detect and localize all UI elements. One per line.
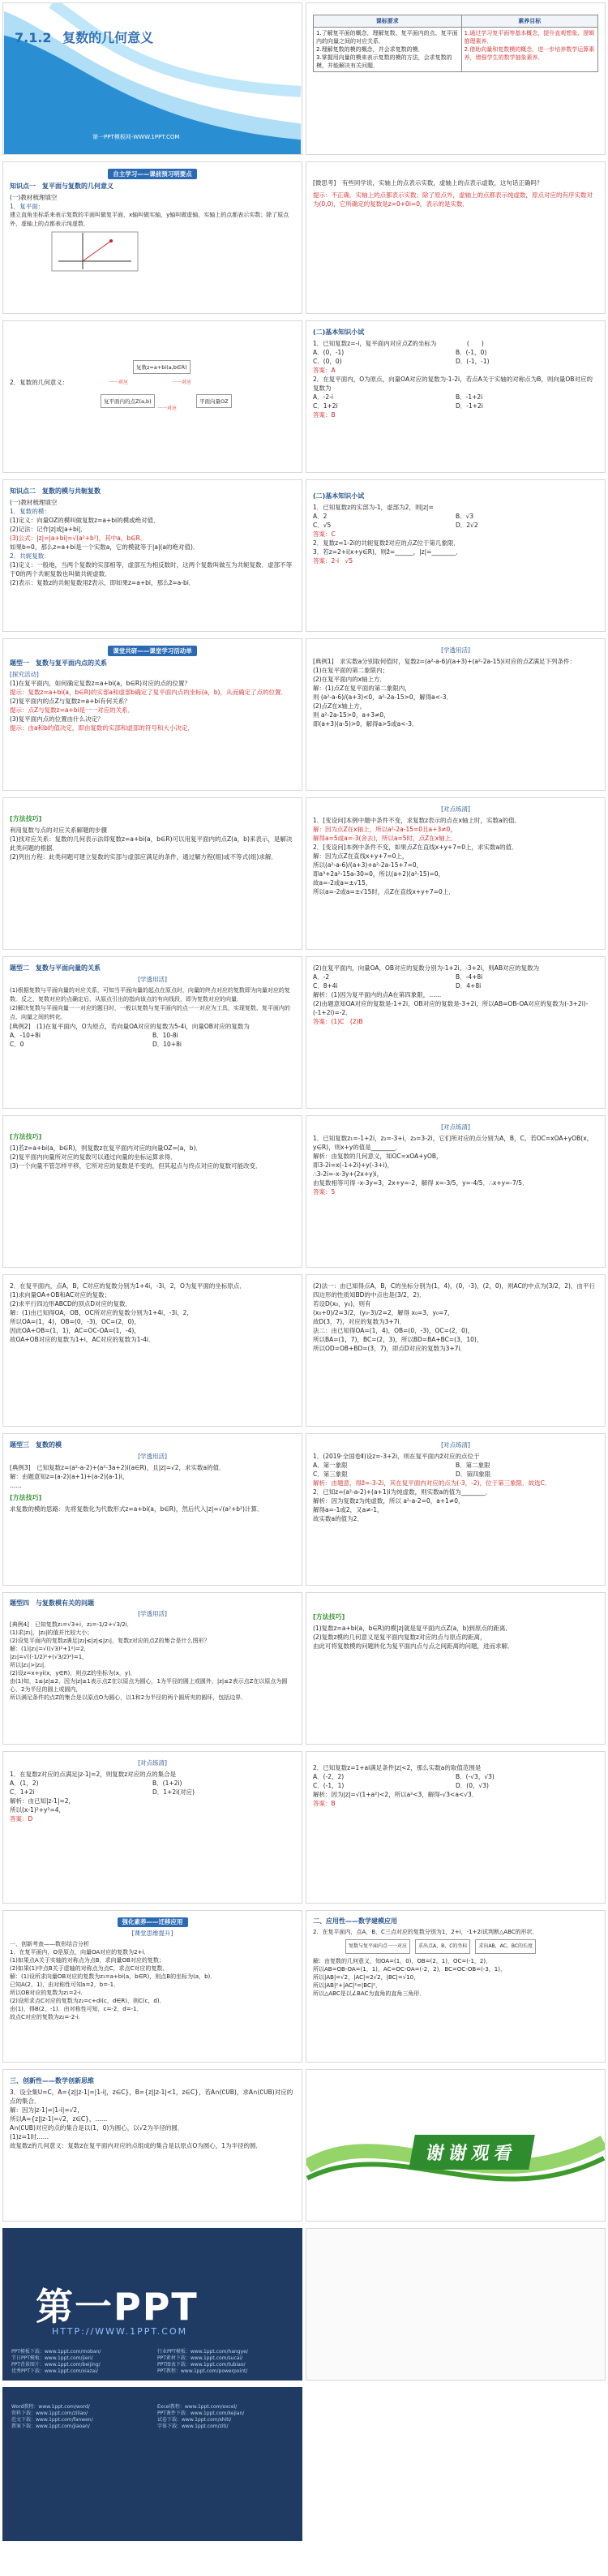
- practice-4-equation: 所以(x-1)²+y²=4，: [10, 1806, 66, 1814]
- q2-answer: 答案：B: [313, 411, 336, 419]
- link-item[interactable]: 资料下载：www.1ppt.com/ziliao/: [11, 2411, 88, 2416]
- practice-q2: 2．[变设问]本例中条件不变，如果点Z在直线x+y+7=0上，求实数a的值．: [313, 844, 518, 851]
- practice-4-analysis: 解析：由已知|z-1|=2，: [10, 1797, 75, 1805]
- type-2-title: 题型二 复数与平面向量的关系: [10, 964, 101, 972]
- diagram-label-2: 一一对应: [172, 380, 192, 385]
- method-1-solution: (2)法一：由已知得点A，B，C的坐标分别为(1，4)，(0，-3)，(2，0)，则AC的中点为(3/2，2)，由平行四边形的性质知BD的中点也是(3/2，2)．: [313, 1282, 595, 1299]
- answer-modulus: 答案：C: [313, 530, 336, 538]
- textbook-heading: (一)教材梳理填空: [10, 194, 58, 201]
- req-3: 3.掌握用向量的模来表示复数的模的方法，会求复数的模，并能解决有关问题．: [316, 54, 452, 69]
- links-column-4: [157, 2404, 244, 2430]
- example-4-question: [典例4] 已知复数z₁=√3+i，z₂=-1/2+√3/2i．: [10, 1621, 133, 1628]
- slide-links: [2, 2387, 302, 2541]
- innovation-result-2: 故点C对应的复数为z₂=-2-i．: [10, 2014, 84, 2020]
- practice-4b-analysis: 解析：因为|z|=√(1+a²)<2，所以a²<3，解得-√3<a<√3．: [313, 1791, 478, 1798]
- practice-4b-answer: 答案：B: [313, 1800, 336, 1807]
- slide-practice-4b: [306, 1751, 606, 1904]
- example-2-part-2: (2)在复平面内，向量OA，OB对应的复数分别为-1+2i，-3+2i，则AB对应的复数为: [313, 964, 540, 972]
- slide-think: [306, 161, 606, 314]
- p4b-option-d: D．(0，√3): [456, 1782, 489, 1789]
- objectives-table: [313, 15, 598, 72]
- slide-method-4: [306, 1592, 606, 1745]
- p4b-option-a: A．(-2，2): [313, 1773, 345, 1780]
- creative-question: 3．设全集U=C，A={z||z-1|=|1-i|，z∈C}，B={z||z-1|<1，z∈C}，若A∩(∁UB)，求A∩(∁UB)对应的点的集合．: [10, 2089, 293, 2105]
- example-3-solution: 解：由题意知z=(a-2)(a+1)+(a-2)(a-1)i，: [10, 1473, 129, 1480]
- explore-q1: (1)在复平面内，如何确定复数z=a+bi(a，b∈R)对应的点的位置？: [10, 680, 191, 687]
- practice-2-q1: 1．已知复数z₁=-1+2i，z₂=-3+i，z₃=3-2i，它们所对应的点分别为A，B，C，若OC=xOA+yOB(x，y∈R)，则x+y的值是________．: [313, 1135, 593, 1151]
- link-item[interactable]: Excel教程：www.1ppt.com/excel/: [157, 2404, 238, 2410]
- geometric-meaning-title: 2．复数的几何意义：: [10, 379, 69, 386]
- req-1: 1.了解复平面的概念，理解复数、复平面内的点、复平面内的向量之间的对应关系．: [316, 30, 458, 45]
- option-b: B．√3: [456, 513, 474, 520]
- example-4-setup: (2)设z=x+yi(x，y∈R)，则点Z的坐标为(x，y)．: [10, 1670, 136, 1677]
- watermark-subtitle: 第一PPT模板网-WWW.1PPT.COM: [92, 134, 180, 140]
- slide-geometric-meaning: [2, 320, 302, 473]
- p4-option-b: B．(1+2i): [152, 1780, 182, 1787]
- innovation-symmetry: 已知A(2，1)，由对称性可知a=2，b=-1．: [10, 1981, 120, 1988]
- modulus-real-case: 如果b=0，那么z=a+bi是一个实数a，它的模就等于|a|(a的绝对值)．: [10, 543, 199, 551]
- practice-2-a1: 解析：由复数的几何意义，知OC=xOA+yOB，: [313, 1153, 443, 1160]
- practice-2-title: [对点练清]: [441, 1123, 470, 1131]
- method-4-point-3: 由此可将复数模的问题转化为复平面内点与点之间距离的问题，进而求解．: [313, 1642, 514, 1650]
- method-2-solution: 法二：由已知得OA=(1，4)，OB=(0，-3)，OC=(2，0)，: [313, 1327, 474, 1334]
- ex2b-option-c: C．8+4i: [313, 982, 338, 990]
- slide-practice-2c: [306, 1274, 606, 1427]
- q2-option-d: D．-1+2i: [456, 402, 483, 410]
- practice-3-q1: 1．(2019·全国卷Ⅱ)设z=-3+2i，则在复平面内z̄对应的点位于: [313, 1453, 480, 1460]
- type-1-title: 题型一 复数与复平面内点的关系: [10, 659, 107, 667]
- slide-method-1: [2, 797, 302, 950]
- practice-title: [对点练清]: [441, 805, 470, 813]
- wave-background: [3, 3, 302, 154]
- practice-a2-conclusion: 所以a=-2或a=±√15时，点Z在直线x+y+7=0上．: [313, 888, 455, 895]
- slide-strengthen: [2, 1910, 302, 2063]
- practice-a2: 解：因为点Z在直线x+y+7=0上，: [313, 852, 409, 860]
- modeling-title: 二、应用性——数学建模应用: [313, 1917, 397, 1925]
- practice-2b-vectors: 所以OA=(1，4)，OB=(0，-3)，OC=(2，0)，: [10, 1318, 140, 1325]
- link-item[interactable]: PPT背景图片：www.1ppt.com/beijing/: [11, 2362, 101, 2368]
- diagram-label-3: 一一对应: [157, 406, 178, 411]
- ex2-option-a: A．-10+8i: [10, 1032, 41, 1039]
- creative-solution: 解：因为|z-1|=|1-i|=√2，: [10, 2106, 83, 2114]
- brand-logo: 第一PPT: [36, 2285, 199, 2329]
- think-hint: 提示：不正确．实轴上的点都表示实数；除了原点外，虚轴上的点都表示纯虚数，原点对应的有序实数对为(0,0)，它所确定的复数是z=0+0i=0，表示的是实数．: [313, 191, 593, 208]
- q1-answer: 答案：A: [313, 367, 336, 374]
- link-item[interactable]: Word教程：www.1ppt.com/word/: [11, 2404, 90, 2410]
- diagram-point: 复平面内的点Z(a,b): [101, 394, 155, 408]
- q1-option-b: B．(-1，0): [456, 349, 487, 356]
- option-d: D．2√2: [456, 522, 478, 529]
- explore-q2: (2)复平面内的点Z与复数z=a+bi有何关系？: [10, 698, 131, 705]
- ex2b-option-d: D．4+8i: [456, 982, 482, 990]
- ex2-answer: 答案：(1)C (2)B: [313, 1018, 363, 1025]
- diagram-label-1: 一一对应: [109, 380, 129, 385]
- solution-2: (2)点Z在x轴上方，: [313, 702, 366, 710]
- slide-example-2-cont: [306, 956, 606, 1109]
- method-1-equations: (x₀+0)/2=3/2，(y₀-3)/2=2，解得 x₀=3，y₀=7，: [313, 1309, 454, 1316]
- knowledge-point-1: 知识点一 复平面与复数的几何意义: [10, 182, 113, 190]
- practice-2b-sum: 因此OA+OB=(1，1)，AC=OC-OA=(1，-4)，: [10, 1327, 140, 1334]
- section-number: 7.1.2: [15, 30, 52, 45]
- practice-a1-result: 解得a=5或a=-3(舍去)，所以a=5时，点Z在x轴上．: [313, 835, 457, 842]
- q2-option-c: C．1+2i: [313, 402, 338, 410]
- q1-option-c: C．(0，0): [313, 358, 342, 365]
- method-2-vectors: 所以BA=(1，7)，BC=(2，3)，所以BD=BA+BC=(3，10)，: [313, 1336, 483, 1343]
- table-header-req: 课标要求: [314, 15, 462, 28]
- example-1-part-2: (2)在复平面内的x轴上方．: [313, 676, 387, 683]
- type-2-point-2: (2)解决复数与平面向量一一对应的题目时，一般以复数与复平面内的点一一对应为工具，实现复数、复平面内的点、向量之间的转化．: [10, 1005, 290, 1020]
- option-c: C．√5: [313, 522, 332, 529]
- type-3-title: 题型三 复数的模: [10, 1441, 62, 1449]
- link-item[interactable]: 教案下载：www.1ppt.com/jiaoan/: [11, 2424, 90, 2429]
- method-4-point-2: (2)复数z模的几何意义是复平面内复数z对应的点与原点的距离，: [313, 1634, 486, 1641]
- slide-practice-2b: [2, 1274, 302, 1427]
- innovation-part-1: (1)如果点A关于实轴的对称点为点B，求向量OB对应的复数；: [10, 1957, 165, 1964]
- class-thinking-tag: [课堂思维提升]: [131, 1930, 173, 1937]
- slide-complex-plane: [2, 161, 302, 314]
- ex2-analysis-1: 解析：(1)因为复平面内的点A在第四象限，……: [313, 991, 442, 998]
- modeling-flow: [345, 1939, 598, 1954]
- quick-test-title-2: (二)基本知识小试: [313, 492, 365, 500]
- solution-2-result: 即(a+3)(a-5)>0，解得a>5或a<-3．: [313, 720, 418, 728]
- slide-creative: [2, 2069, 302, 2222]
- slide-practice-3: [306, 1433, 606, 1586]
- solution-2-inequality: 则 a²-2a-15>0，a+3≠0，: [313, 711, 390, 719]
- think-question: [微思考] 有些同学说，实轴上的点表示实数，虚轴上的点表示虚数，这句话正确吗？: [313, 179, 543, 187]
- slide-branding: [2, 2228, 302, 2381]
- modeling-pythagoras: 所以|AB|²+|AC|²=|BC|²，: [313, 1982, 382, 1989]
- ex2-option-d: D．10+8i: [152, 1041, 182, 1048]
- question-fill: 3．若z=2+i(x+y∈R)，则z̄=______，|z|=________．: [313, 548, 462, 556]
- ex2-analysis-2: (2)由题意知OA对应的复数是-1+2i，OB对应的复数是-3+2i，所以AB=OB-OA对应的复数为(-3+2i)-(-1+2i)=-2．: [313, 1000, 589, 1016]
- practice-q1: 1．[变设问]本例中题中条件不变，求复数z表示的点在x轴上时，实数a的值．: [313, 817, 521, 824]
- example-4-conclusion: 所以满足条件的点Z的集合是以原点O为圆心，以1和2为半径的两个圆所夹的圆环，包括边界．: [10, 1694, 247, 1701]
- practice-2-step-2: ∴3-2i=-x-3y+(2x+y)i，: [313, 1170, 383, 1178]
- method-3-text: 求复数的模的思路：先将复数化为代数形式z=a+bi(a，b∈R)，然后代入|z|=√(a²+b²)计算．: [10, 1505, 263, 1513]
- correspondence-diagram: [101, 360, 238, 417]
- explore-hint-3: 提示：由a和b的值决定，即由复数的实部和虚部的符号和大小决定．: [10, 724, 194, 732]
- practice-2b-part-1: (1)求向量OA+OB和AC对应的复数；: [10, 1291, 111, 1299]
- explore-hint-2: 提示：点Z与复数z=a+bi是一一对应的关系．: [10, 706, 135, 714]
- example-3-steps: ……: [10, 1482, 22, 1489]
- creative-set-a: 所以A={z||z-1|=√2，z∈C}，……: [10, 2115, 108, 2123]
- creative-intersection: A∩(∁UB)对应的点的集合是以(1，0)为圆心，以√2为半径的圆．: [10, 2124, 184, 2132]
- q1-option-a: A．(0，-1): [313, 349, 345, 356]
- modeling-question: 2．在复平面内，点A，B，C三点对应的复数分别为1，2+i，-1+2i试判断△ABC的形状．: [313, 1929, 538, 1935]
- practice-a2-step-1: 所以(a²-a-6)/(a+3)+a²-2a-15+7=0，: [313, 861, 423, 869]
- slide-type-4: [2, 1592, 302, 1745]
- link-item[interactable]: 优秀PPT下载：www.1ppt.com/xiazai/: [11, 2368, 98, 2374]
- q2-option-b: B．-1+2i: [456, 393, 483, 401]
- innovation-symmetry-2: 由(1)，得B(2，-1)．由对称性可知，c=-2，d=-1．: [10, 2006, 143, 2012]
- slide-type-1: [2, 638, 302, 791]
- example-1-question: [典例1] 求实数a分别取何值时，复数z=(a²-a-6)/(a+3)+(a²-2a-15)i对应的点Z满足下列条件：: [313, 658, 576, 665]
- type-2-point-1: (1)根据复数与平面向量的对应关系，可知当平面向量的起点在原点时，向量的终点对应的复数即为向量对应的复数．反之，复数对应的点确定后，从原点引出的指向该点的有向线段，即为复数对应的向量．: [10, 987, 290, 1002]
- solution-1: 解：(1)点Z在复平面的第二象限内，: [313, 685, 411, 692]
- p4-option-d: D．1+2i(对应): [152, 1788, 195, 1796]
- practice-3-a2-result: 故实数a的值为2．: [313, 1515, 363, 1522]
- slide-practice-1: [306, 797, 606, 950]
- link-item[interactable]: PPT课件下载：www.1ppt.com/kejian/: [157, 2411, 245, 2416]
- ex2b-option-b: B．-4+8i: [456, 973, 483, 981]
- example-4-part-1: (1)求|z₁|，|z₂|的值并比较大小；: [10, 1629, 93, 1636]
- modulus-definition: (1)定义：向量OZ的模叫做复数z=a+bi的模或绝对值．: [10, 517, 160, 524]
- example-tag: [学透用活]: [441, 646, 470, 654]
- modeling-solution: 解：由复数的几何意义，知OA=(1，0)，OB=(2，1)，OC=(-1，2)，: [313, 1958, 492, 1964]
- p4b-option-b: B．(-√3，√3): [456, 1773, 495, 1780]
- flow-step-3: 求出AB，AC，BC的长度: [475, 1939, 536, 1954]
- flow-step-2: 求出点A，B，C的坐标: [415, 1939, 470, 1954]
- p3-option-d: D．第四象限: [456, 1470, 491, 1478]
- conjugate-definition: (1)定义：一般地，当两个复数的实部相等，虚部互为相反数时，这两个复数叫做互为共轭复数．虚部不等于0的两个共轭复数也叫做共轭虚数．: [10, 561, 293, 577]
- conjugate-heading: 2．共轭复数：: [10, 552, 50, 560]
- q1-option-d: D．(-1，-1): [456, 358, 490, 365]
- link-item[interactable]: 节日PPT模板：www.1ppt.com/jieri/: [11, 2355, 93, 2361]
- slide-type-2: [2, 956, 302, 1109]
- link-item[interactable]: PPT素材下载：www.1ppt.com/sucai/: [157, 2355, 243, 2361]
- example-1-part-1: (1)在复平面的第二象限内；: [313, 667, 389, 674]
- slide-example-1: [306, 638, 606, 791]
- practice-4-answer: 答案：D: [10, 1815, 33, 1823]
- slide-quick-test-1: [306, 320, 606, 473]
- type-4-tag: [学透用活]: [138, 1610, 167, 1617]
- innovation-result-1: 所以OB对应的复数为z₁=2-i．: [10, 1990, 87, 1996]
- diagram-complex: 复数z=a+bi(a,b∈R): [133, 360, 191, 374]
- example-4-z1: 解：(1)|z₁|=√((√3)²+1²)=2，: [10, 1646, 90, 1652]
- practice-2-answer: 答案：5: [313, 1188, 336, 1196]
- explore-q3: (3)复平面内点的位置由什么决定？: [10, 715, 104, 723]
- req-2: 2.理解复数的模的概念，并会求复数的模．: [316, 46, 424, 53]
- links-column-1: [11, 2349, 101, 2375]
- method-2-title: [方法技巧]: [10, 1133, 42, 1140]
- practice-2b-question: 2．在复平面内，点A，B，C对应的复数分别为1+4i，-3i，2，O为复平面的坐标原点．: [10, 1282, 246, 1290]
- section-header-2: 课堂共研——课堂学习活动单: [108, 646, 197, 656]
- thanks-banner: 谢谢观看: [409, 2135, 535, 2170]
- slide-modulus-conjugate: [2, 479, 302, 632]
- practice-a2-step-3: 故a=-2或a=±√15，: [313, 879, 372, 887]
- practice-a2-step-2: 即a³+2a²-15a-30=0，所以(a+2)(a²-15)=0，: [313, 870, 445, 878]
- p3-option-b: B．第二象限: [456, 1462, 490, 1469]
- innovation-solution-2: (2)设所求点C对应的复数为z₂=c+di(c，d∈R)，则C(c，d)．: [10, 1998, 165, 2004]
- method-step-2: (2)列出方程：此类问题可建立复数的实部与虚部应满足的条件，通过解方程(组)或不等式(组)求解．: [10, 853, 277, 861]
- method-4-title: [方法技巧]: [313, 1613, 345, 1621]
- slide-type-3: [2, 1433, 302, 1586]
- knowledge-point-2: 知识点二 复数的模与共轭复数: [10, 487, 101, 495]
- complex-plane-heading: 1．复平面：: [10, 203, 45, 210]
- practice-3-q2: 2．已知z=(a²-a-2)+(a+1)i为纯虚数，则实数a的值为________．: [313, 1488, 492, 1496]
- link-item[interactable]: PPT图表下载：www.1ppt.com/tubiao/: [157, 2362, 246, 2368]
- practice-2-step-1: 即3-2i=x(-1+2i)+y(-3+i)，: [313, 1161, 393, 1169]
- section-header: 自主学习——课前预习明要点: [108, 169, 197, 179]
- flow-step-1: 复数与复平面内点一一对应: [345, 1939, 410, 1954]
- modeling-vectors: 所以AB=OB-OA=(1，1)，AC=OC-OA=(-2，2)，BC=OC-OB=(-3，1)，: [313, 1966, 506, 1973]
- example-2-question: [典例2] (1)在复平面内，O为原点，若向量OA对应的复数为5-4i，向量OB对应的复数为: [10, 1023, 250, 1030]
- links-column-2: [157, 2349, 248, 2375]
- complex-plane-definition: 建立直角坐标系来表示复数的平面叫做复平面，x轴叫做实轴，y轴叫做虚轴，实轴上的点都表示实数；除了原点外，虚轴上的点都表示纯虚数．: [10, 212, 289, 227]
- practice-3-a2-step: 解得a=-1或2，又a≠-1，: [313, 1506, 383, 1513]
- modulus-formula: (3)公式：|z|=|a+bi|=√(a²+b²)，其中a，b∈R．: [10, 535, 147, 542]
- slide-practice-2: [306, 1115, 606, 1268]
- slide-modeling: [306, 1910, 606, 2063]
- option-a: A．2: [313, 513, 328, 520]
- innovation-heading: 一、创新考查——数形结合分析: [10, 1941, 89, 1947]
- p4-option-c: C．1+2i: [10, 1788, 35, 1796]
- example-3-question: [典例3] 已知复数z=(a²-a-2)+(a²-3a+2)i(a∈R)，且|z|=√2，求实数a的值．: [10, 1464, 225, 1471]
- explore-hint-1: 提示：复数z=a+bi(a，b∈R)的实部a和虚部b确定了复平面内点的坐标(a，b)，从而确定了点的位置．: [10, 689, 287, 696]
- brand-url: HTTP://WWW.1PPT.COM: [52, 2326, 188, 2337]
- practice-4-title: [对点练清]: [138, 1759, 167, 1767]
- innovation-solution-1: 解：(1)设所求向量OB对应的复数为z₁=a+bi(a，b∈R)，则点B的坐标为(a，b)．: [10, 1973, 216, 1980]
- method-4-point-1: (1)复数z=a+bi(a，b∈R)的模|z|就是复平面内点Z(a，b)到原点的距离．: [313, 1625, 512, 1632]
- method-3-title: [方法技巧]: [10, 1494, 42, 1501]
- goal-2: 2.借助向量和复数模的概念，进一步培养数学运算素养，增强学生的数学抽象素养．: [464, 46, 595, 61]
- type-2-tag: [学透用活]: [138, 976, 167, 983]
- method-title: [方法技巧]: [10, 815, 42, 822]
- slide-main-title: 复数的几何意义: [62, 30, 154, 45]
- slide-practice-4: [2, 1751, 302, 1904]
- practice-4-q1: 1．在复数z对应的点满足|z-1|=2，则复数z对应的点的集合是: [10, 1771, 177, 1778]
- practice-3-a1: 解析：由题意，得z̄=-3-2i，其在复平面内对应的点为(-3，-2)，位于第三象限．故选C．: [313, 1479, 551, 1487]
- modeling-conclusion: 所以△ABC是以∠BAC为直角的直角三角形．: [313, 1990, 426, 1997]
- modulus-heading: 1．复数的模：: [10, 508, 50, 515]
- conjugate-notation: (2)表示：复数z的共轭复数用z̄表示，即如果z=a+bi，那么z̄=a-bi．: [10, 579, 195, 586]
- solution-1-inequality: 则 (a²-a-6)/(a+3)<0，a²-2a-15>0，解得a<-3．: [313, 693, 453, 701]
- explore-heading: [探究活动]: [10, 671, 39, 678]
- question-conjugate: 2．复数z=1-2i的共轭复数z̄对应的点Z位于第几象限．: [313, 539, 460, 547]
- practice-a1: 解：因为点Z在x轴上，所以a²-2a-15=0且a+3≠0，: [313, 826, 456, 833]
- practice-2b-part-2: (2)求平行四边形ABCD的顶点D对应的复数．: [10, 1300, 132, 1307]
- answer-fill: 答案：2-i √5: [313, 557, 353, 565]
- type-4-title: 题型四 与复数模有关的问题: [10, 1599, 94, 1607]
- section-header-3: 强化素养——迁移应用: [118, 1917, 188, 1927]
- slide-thanks: [306, 2069, 606, 2222]
- p4-option-a: A．(1，2): [10, 1780, 39, 1787]
- method-1-result: 故D(3，7)，对应的复数为3+7i．: [313, 1318, 406, 1325]
- textbook-heading-2: (一)教材梳理填空: [10, 499, 58, 506]
- slide-quick-test-2: [306, 479, 606, 632]
- example-4-part-2: (2)设复平面内的复数z满足|z₂|≤|z|≤|z₁|，复数z对应的点Z的集合是什么图形？: [10, 1638, 210, 1644]
- link-item[interactable]: 试卷下载：www.1ppt.com/shiti/: [157, 2417, 232, 2423]
- method-1-setup: 若设D(x₀，y₀)，则有: [313, 1300, 371, 1307]
- creative-case: (1)z=1时……: [10, 2133, 49, 2140]
- quick-test-title: (二)基本知识小试: [313, 328, 365, 336]
- link-item[interactable]: 范文下载：www.1ppt.com/fanwen/: [11, 2417, 93, 2423]
- example-4-reasoning: 由(1)知，1≤|z|≤2，因为|z|≥1表示点Z在以原点为圆心，1为半径的圆上或圆外，|z|≤2表示点Z在以原点为圆心，2为半径的圆上或圆内，: [10, 1678, 288, 1693]
- slide-blank: [306, 2228, 606, 2381]
- q2-option-a: A．-2-i: [313, 393, 333, 401]
- creative-title: 三、创新性——数学创新思维: [10, 2077, 94, 2084]
- practice-2b-result: 故OA+OB对应的复数为1+i，AC对应的复数为1-4i．: [10, 1336, 155, 1343]
- link-item[interactable]: 字体下载：www.1ppt.com/ziti/: [157, 2424, 229, 2429]
- p3-option-a: A．第一象限: [313, 1462, 348, 1469]
- example-4-compare: 所以|z₁|>|z₂|．: [10, 1662, 50, 1668]
- ex2-option-c: C．0: [10, 1041, 24, 1048]
- p3-option-c: C．第三象限: [313, 1470, 348, 1478]
- method-heading: 利用复数与点的对应关系解题的步骤: [10, 826, 107, 834]
- method-2-point-1: (1)若z=a+bi(a，b∈R)，则复数z在复平面内对应的向量OZ=(a，b)．: [10, 1144, 202, 1152]
- practice-3-a2: 解析：因为复数z为纯虚数，所以 a²-a-2=0，a+1≠0，: [313, 1497, 465, 1505]
- type-3-tag: [学透用活]: [138, 1453, 167, 1460]
- diagram-vector: 平面向量OZ: [196, 394, 232, 408]
- innovation-question: 1．在复平面内，O是原点，向量OA对应的复数为2+i．: [10, 1949, 150, 1956]
- practice-4b-question: 2．已知复数z=1+ai满足条件|z|<2，那么实数a的取值范围是: [313, 1764, 482, 1771]
- practice-2-step-3: 由复数相等可得 -x-3y=3，2x+y=-2，解得 x=-3/5，y=-4/5．∴x+y=-7/5．: [313, 1179, 529, 1187]
- example-4-z2: |z₂|=√((-1/2)²+(√3/2)²)=1，: [10, 1654, 88, 1660]
- slide-objectives: [306, 2, 606, 155]
- modulus-notation: (2)记法：记作|z|或|a+bi|．: [10, 526, 87, 533]
- method-2-result: 所以OD=OB+BD=(3，7)，即点D对应的复数为3+7i．: [313, 1345, 467, 1352]
- link-item[interactable]: PPT模板下载：www.1ppt.com/moban/: [11, 2349, 101, 2355]
- innovation-part-2: (2)如果(1)中点B关于虚轴的对称点为点C，求点C对应的复数．: [10, 1965, 169, 1972]
- slide-method-2: [2, 1115, 302, 1268]
- practice-3-title: [对点练清]: [441, 1441, 470, 1449]
- method-2-point-3: (3)一个向量不管怎样平移，它所对应的复数是不变的，但其起点与终点对应的复数可能改变．: [10, 1162, 262, 1170]
- p4b-option-c: C．(-1，1): [313, 1782, 345, 1789]
- table-header-goal: 素养目标: [461, 15, 597, 28]
- link-item[interactable]: PPT教程：www.1ppt.com/powerpoint/: [157, 2368, 248, 2374]
- slide-title: [2, 2, 302, 155]
- link-item[interactable]: 行业PPT模板：www.1ppt.com/hangye/: [157, 2349, 248, 2355]
- question-1: 1．已知复数z=-i，复平面内对应点Z的坐标为 ( ): [313, 340, 484, 347]
- ex2b-option-a: A．-2: [313, 973, 330, 981]
- practice-2b-solution-1: 解：(1)由已知得OA，OB，OC所对应的复数分别为1+4i，-3i，2，: [10, 1309, 193, 1316]
- modeling-lengths: 所以|AB|=√2，|AC|=2√2，|BC|=√10，: [313, 1974, 420, 1981]
- method-step-1: (1)找对应关系：复数的几何表示法即复数z=a+bi(a，b∈R)可以用复平面内的点Z(a，b)来表示，是解决此类问题的根据．: [10, 835, 293, 852]
- complex-plane-diagram: [50, 229, 139, 273]
- goal-1: 1.通过学习复平面等基本概念，提升直观想象、逻辑推理素养．: [464, 30, 595, 45]
- question-2: 2．在复平面内，O为原点，向量OA对应的复数为-1-2i，若点A关于实轴的对称点为B，则向量OB对应的复数为: [313, 376, 593, 392]
- creative-conclusion: 故复数z的几何意义：复数z在复平面内对应的点组成的集合是以原点O为圆心，1为半径的圆．: [10, 2142, 263, 2149]
- ex2-option-b: B．10-8i: [152, 1032, 178, 1039]
- links-column-3: [11, 2404, 93, 2430]
- method-2-point-2: (2)复平面内向量所对应的复数可以通过向量的坐标运算求得．: [10, 1153, 177, 1161]
- question-modulus: 1．已知复数z的实部为-1，虚部为2，则|z|=: [313, 504, 434, 511]
